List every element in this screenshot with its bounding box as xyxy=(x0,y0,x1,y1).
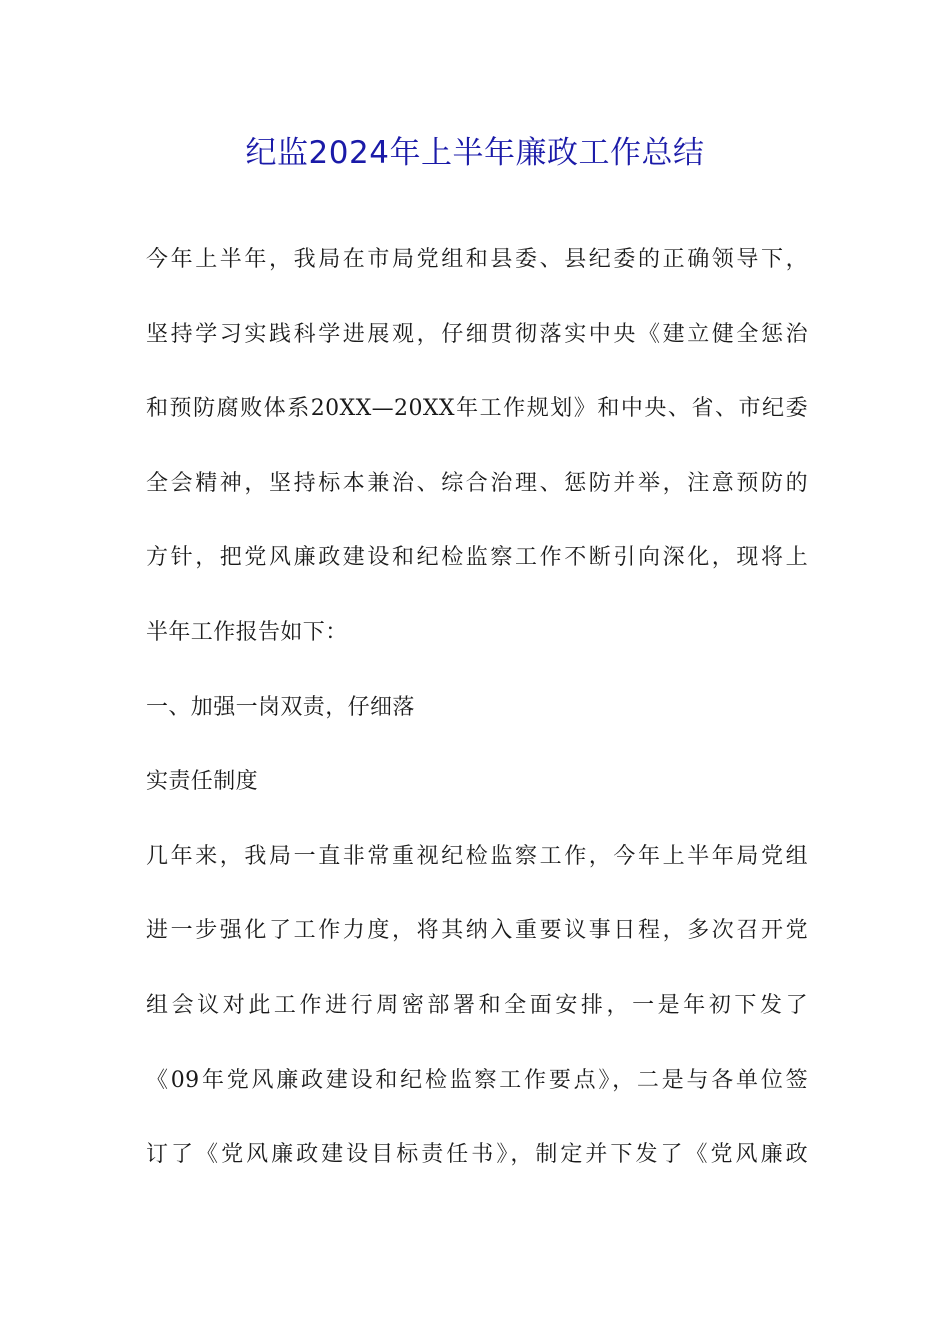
document-title: 纪监2024年上半年廉政工作总结 xyxy=(245,135,705,171)
document-body xyxy=(146,232,808,1202)
paragraph-line: 坚持学习实践科学进展观，仔细贯彻落实中央《建立健全惩治 xyxy=(146,321,808,347)
paragraph-line: 进一步强化了工作力度，将其纳入重要议事日程，多次召开党 xyxy=(146,918,808,944)
paragraph-line: 方针，把党风廉政建设和纪检监察工作不断引向深化，现将上 xyxy=(146,545,808,571)
section-heading-continued: 实责任制度 xyxy=(146,769,259,795)
paragraph-line: 全会精神，坚持标本兼治、综合治理、惩防并举，注意预防的 xyxy=(146,470,808,496)
paragraph-line: 和预防腐败体系20XX—20XX年工作规划》和中央、省、市纪委 xyxy=(146,396,808,422)
paragraph-line: 半年工作报告如下： xyxy=(146,619,348,645)
paragraph-line: 订了《党风廉政建设目标责任书》，制定并下发了《党风廉政 xyxy=(146,1142,808,1168)
paragraph-line: 组会议对此工作进行周密部署和全面安排，一是年初下发了 xyxy=(146,992,808,1018)
section-heading: 一、加强一岗双责，仔细落 xyxy=(146,694,415,720)
paragraph-line: 《09年党风廉政建设和纪检监察工作要点》，二是与各单位签 xyxy=(146,1067,808,1093)
paragraph-line: 几年来，我局一直非常重视纪检监察工作，今年上半年局党组 xyxy=(146,843,808,869)
paragraph-line: 今年上半年，我局在市局党组和县委、县纪委的正确领导下， xyxy=(146,247,808,272)
